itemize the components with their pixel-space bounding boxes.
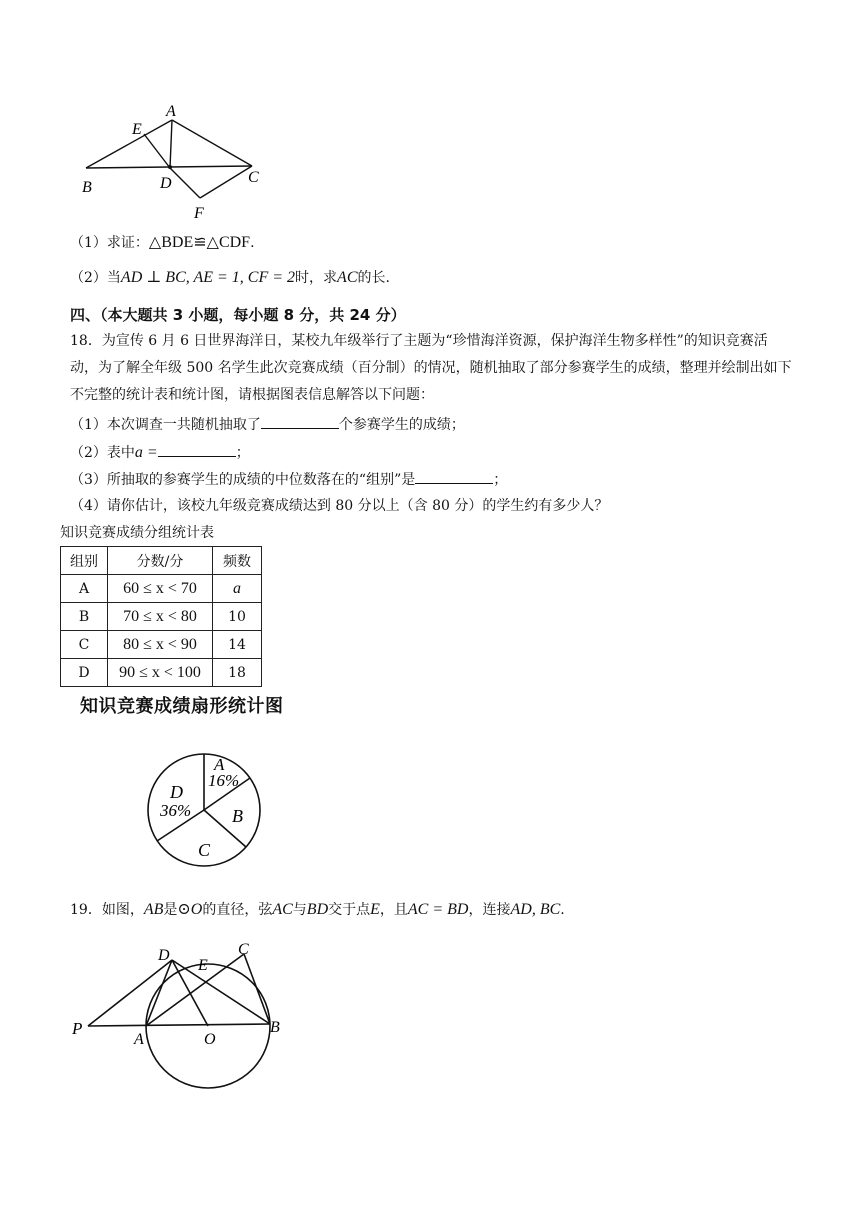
- q18-part1: （1）本次调查一共随机抽取了 个参赛学生的成绩；: [70, 414, 465, 435]
- fig-label-E: E: [198, 957, 208, 974]
- congruence-statement: △BDE≌△CDF: [148, 234, 251, 251]
- fig-label-D: D: [158, 947, 170, 964]
- table-header: 分数/分: [108, 547, 213, 575]
- q17-part1: （1）求证：△BDE≌△CDF.: [70, 234, 255, 251]
- section-heading: 四、（本大题共 3 小题，每小题 8 分，共 24 分）: [70, 306, 406, 324]
- chord-BD: [172, 960, 270, 1024]
- table-header: 组别: [61, 547, 108, 575]
- label-D: D: [160, 175, 172, 192]
- condition-math: AD ⊥ BC, AE = 1, CF = 2: [120, 269, 296, 286]
- table-cell: 14: [213, 631, 262, 659]
- label-E: E: [132, 121, 142, 138]
- table-cell: 80 ≤ x < 90: [108, 631, 213, 659]
- table-cell: 18: [213, 659, 262, 687]
- pie-chart-title: 知识竞赛成绩扇形统计图: [80, 696, 284, 717]
- table-cell: D: [61, 659, 108, 687]
- fig-label-A: A: [134, 1031, 144, 1048]
- pie-label-A: A: [214, 755, 225, 774]
- table-row: [61, 631, 262, 659]
- answer-blank: [158, 442, 236, 457]
- pie-label-D: D: [170, 782, 183, 802]
- answer-blank: [415, 469, 493, 484]
- pie-label-D-pct: 36%: [160, 801, 192, 820]
- label-C: C: [248, 169, 259, 186]
- pie-label-B: B: [232, 806, 243, 826]
- table-cell: 70 ≤ x < 80: [108, 603, 213, 631]
- pie-chart: [140, 744, 270, 884]
- table-cell: 10: [213, 603, 262, 631]
- table-cell: 60 ≤ x < 70: [108, 575, 213, 603]
- q18-part2: （2）表中a = ；: [70, 444, 250, 461]
- table-cell: B: [61, 603, 108, 631]
- chord-BC: [244, 954, 270, 1024]
- table-cell: A: [61, 575, 108, 603]
- table-row: [61, 575, 262, 603]
- label-B: B: [82, 179, 92, 196]
- fig-label-C: C: [238, 941, 249, 958]
- table-cell: 90 ≤ x < 100: [108, 659, 213, 687]
- table-row: [61, 659, 262, 687]
- q19-stem: 19．如图，AB是⊙O的直径，弦AC与BD交于点E，且AC = BD，连接AD, BC.: [70, 901, 565, 918]
- circle-figure: [66, 940, 296, 1105]
- table-title: 知识竞赛成绩分组统计表: [60, 525, 214, 541]
- pie-label-C: C: [198, 840, 211, 860]
- pie-label-A-pct: 16%: [208, 771, 240, 790]
- table-header: 频数: [213, 547, 262, 575]
- answer-blank: [261, 414, 339, 429]
- fig-label-O: O: [204, 1031, 216, 1048]
- fig-label-P: P: [72, 1019, 83, 1038]
- table-cell: a: [213, 575, 262, 603]
- table-row: [61, 603, 262, 631]
- triangle-figure: [76, 100, 276, 225]
- fig-label-B: B: [270, 1019, 280, 1036]
- line-PB: [88, 1024, 270, 1026]
- table-header-row: [61, 547, 262, 575]
- table-cell: C: [61, 631, 108, 659]
- q18-part3: （3）所抽取的参赛学生的成绩的中位数落在的“组别”是 ；: [70, 469, 507, 490]
- q18-intro: 18．为宣传 6 月 6 日世界海洋日，某校九年级举行了主题为“珍惜海洋资源，保护海洋生物多样性”的知识竞赛活动，为了解全年级 500 名学生此次竞赛成绩（百分制）的情况，随机抽取了部分参赛学生的成绩，整理并绘制出如下不完整的统计表和统计图，请根据图表信息解答以下问题：: [70, 333, 792, 403]
- label-A: A: [166, 103, 176, 120]
- score-table: [60, 546, 262, 687]
- label-F: F: [194, 205, 204, 222]
- q17-part2: （2）当AD ⊥ BC, AE = 1, CF = 2时，求AC的长.: [70, 269, 390, 286]
- q18-part4: （4）请你估计，该校九年级竞赛成绩达到 80 分以上（含 80 分）的学生约有多少人？: [70, 498, 609, 514]
